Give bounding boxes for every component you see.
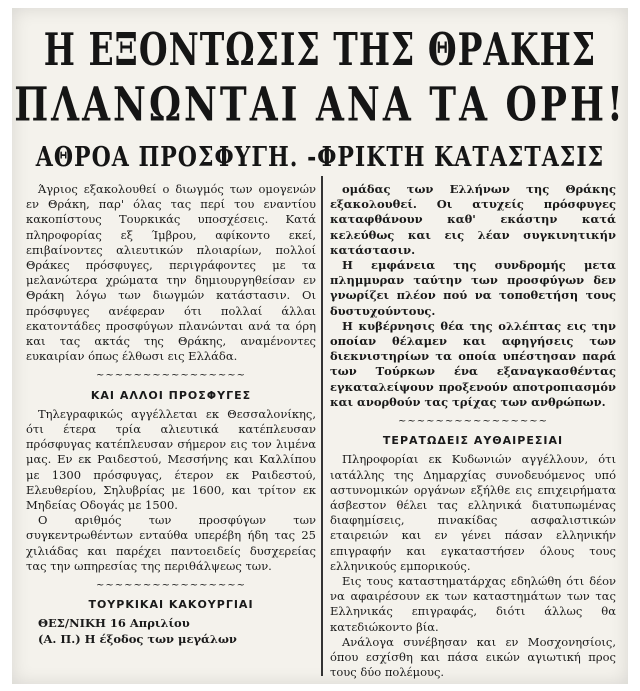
- headline-line-1: Η ΕΞΟΝΤΩΣΙΣ ΤΗΣ ΘΡΑΚΗΣ: [43, 23, 597, 76]
- ornament-divider: ~~~~~~~~~~~~~~~~: [397, 416, 549, 428]
- right-paragraph-1: ομάδας των Ελλήνων της Θράκης εξακολουθεί. Οι ατυχείς πρόσφυγες καταφθάνουν καθ' εκάστην κατά κελεύθως και εις λέαν συγκινητικήν κατάστασιν.: [330, 182, 616, 257]
- column-divider: [321, 176, 323, 676]
- newspaper-clipping: [12, 8, 628, 684]
- left-paragraph-3: Ο αριθμός των προσφύγων των συγκεντρωθέντων ενταύθα υπερέβη ήδη τας 25 χιλιάδας και παρέχει παντοειδείς δυσχερείας τας την ωπηρεσίας της περιθάλψεως των.: [26, 513, 316, 573]
- right-paragraph-6: Ανάλογα συνέβησαν και εν Μοσχονησίοις, όπου εσχίσθη και πάσα εικών αγιωτική προς τους δύο πολέμους.: [330, 634, 616, 680]
- right-paragraph-5: Εις τους καταστηματάρχας εδηλώθη ότι δέον να αφαιρέσουν εκ των καταστημάτων των τας Ελληνικάς επιγραφάς, διότι άλλως θα κατεδιώκοντο βία.: [330, 574, 616, 634]
- headline-line-2: ΠΛΑΝΩΝΤΑΙ ΑΝΑ ΤΑ ΟΡΗ!: [14, 77, 626, 133]
- subheadline: ΑΘΡΟΑ ΠΡΟΣΦΥΓΗ. -ΦΡΙΚΤΗ ΚΑΤΑΣΤΑΣΙΣ: [35, 140, 605, 174]
- right-paragraph-3: Η κυβέρνησις θέα της ολλέπτας εις την οποίαν θέλαμεν και αφηγήσεις των διεκνιστηρίων τα οποία υπέστησαν παρά των Τούρκων ένα εξαναγκασθέντας εγκαταλείψουν προξενούν αποτροπιασμόν και ανορθούν τας τρίχας των ανθρώπων.: [330, 318, 616, 409]
- left-column: [26, 182, 316, 647]
- section-heading-turkish-crimes: ΤΟΥΡΚΙΚΑΙ ΚΑΚΟΥΡΓΙΑΙ: [88, 598, 254, 612]
- ornament-divider: ~~~~~~~~~~~~~~~~: [95, 370, 247, 382]
- section-heading-refugees: ΚΑΙ ΑΛΛΟΙ ΠΡΟΣΦΥΓΕΣ: [90, 388, 252, 402]
- dateline: ΘΕΣ/ΝΙΚΗ 16 Απριλίου: [38, 616, 190, 631]
- ornament-divider: ~~~~~~~~~~~~~~~~: [95, 580, 247, 592]
- left-paragraph-1: Άγριος εξακολουθεί ο διωγμός των ομογενών εν Θράκη, παρ' όλας τας περί του εναντίου κακοπίστους Τουρκικάς υποσχέσεις. Κατά πληροφορίας εξ Ίμβρου, αφίκοντο εκεί, επιβαίνοντες αλιευτικών πλοιαρίων, πολλοί Θράκες πρόσφυγες, περιγράφοντες με τα μελανώτερα χρώματα την δημιουργηθείσαν εν Θράκη λόγω των διωγμών κατάστασιν. Οι πρόσφυγες ανέφεραν ότι πολλαί άλλαι εκατοντάδες προσφύγων πλανώνται ανά τα όρη και τας ακτάς της Θράκης, αναμένοντες ευκαιρίαν όπως έλθωσι εις Ελλάδα.: [26, 182, 316, 364]
- right-column: [330, 182, 616, 681]
- left-paragraph-4: (Α. Π.) Η έξοδος των μεγάλων: [38, 631, 237, 646]
- right-paragraph-4: Πληροφορίαι εκ Κυδωνιών αγγέλλουν, ότι ιατάλλης της Δημαρχίας συνοδευόμενος υπό αστυνομικών οργάνων εξήλθε εις επιχειρήματα άσβεστον θέλει τας ελληνικά διατυπωμένας διαφημίσεις, πινακίδας ασφαλιστικών εταιρειών και εν γένει πάσαν ελληνικήν επιγραφήν και εγκαταστήσεν όλους τους ελληνικούς εμπορικούς.: [330, 452, 616, 573]
- right-paragraph-2: Η εμφάνεια της συνδρομής μετα πλημμυραν ταύτην των προσφύγων δεν γνωρίζει πλέον πού να τοποθετήση τους δυστυχούντους.: [330, 258, 616, 318]
- left-paragraph-2: Τηλεγραφικώς αγγέλλεται εκ Θεσσαλονίκης, ότι έτερα τρία αλιευτικά κατέπλευσαν πρόσφυγας κατέπλευσαν σήμερον εις τον λιμένα μας. Εν εκ Ραιδεστού, Μεσσήνης και Καλλίπου με 1300 πρόσφυγας, έτερον εκ Ραιδεστού, Ελευθερίου, Σηλυβρίας με 1600, και τρίτον εκ Μηδείας Οδογάς με 1500.: [26, 406, 316, 513]
- section-heading-atrocities: ΤΕΡΑΤΩΔΕΙΣ ΑΥΘΑΙΡΕΣΙΑΙ: [382, 434, 564, 448]
